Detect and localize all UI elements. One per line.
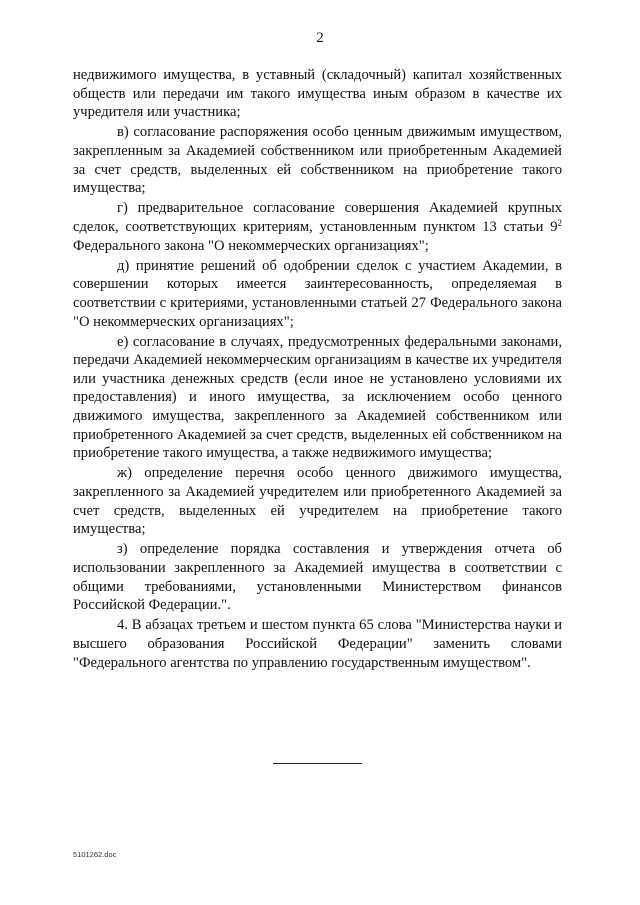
paragraph-item-d xyxy=(73,257,562,331)
paragraph-item-g xyxy=(73,199,562,255)
paragraph-text: недвижимого имущества, в уставный (складочный) капитал хозяйственных обществ или передачи им такого имущества иным образом в качестве их учредителя или участника; xyxy=(73,67,562,121)
paragraph-text: е) согласование в случаях, предусмотренных федеральными законами, передачи Академией некоммерческим организациям в качестве их учредителя или участника денежных средств (если иное не установлено условиями их предоставления) и иного имущества, за исключением особо ценного движимого имущества, закрепленного за Академией собственником или приобретенного Академией за счет средств, выделенных ей собственником на приобретение такого имущества, а также недвижимого имущества; xyxy=(73,333,562,462)
paragraph-item-4 xyxy=(73,616,562,672)
paragraph-text-tail: Федерального закона "О некоммерческих организациях"; xyxy=(73,237,429,254)
page-number: 2 xyxy=(316,30,324,46)
paragraph-item-v xyxy=(73,123,562,197)
document-filename: 5101262.doc xyxy=(73,850,117,859)
superscript: 2 xyxy=(557,217,562,228)
paragraph-text: ж) определение перечня особо ценного движимого имущества, закрепленного за Академией учредителем или приобретенного Академией за счет средств, выделенных ей учредителем на приобретение такого имущества; xyxy=(73,465,562,538)
paragraph-item-z xyxy=(73,540,562,614)
paragraph-item-e xyxy=(73,333,562,463)
paragraph-text: 4. В абзацах третьем и шестом пункта 65 слова "Министерства науки и высшего образования Российской Федерации" заменить словами "Федерального агентства по управлению государственным имуществом". xyxy=(73,617,562,671)
end-divider xyxy=(273,763,362,764)
paragraph-text: з) определение порядка составления и утверждения отчета об использовании закрепленного за Академией имущества в соответствии с общими требованиями, установленными Министерством финансов Российской Федерации.". xyxy=(73,541,562,614)
paragraph-item-zh xyxy=(73,464,562,538)
document-body xyxy=(73,66,562,674)
paragraph-continuation xyxy=(73,66,562,122)
paragraph-text: в) согласование распоряжения особо ценным движимым имуществом, закрепленным за Академией собственником или приобретенным Академией за счет средств, выделенных ей собственником на приобретение такого имущества; xyxy=(73,124,562,197)
paragraph-text: д) принятие решений об одобрении сделок с участием Академии, в совершении которых имеется заинтересованность, определяемая в соответствии с критериями, установленными статьей 27 Федерального закона "О некоммерческих организациях"; xyxy=(73,257,562,330)
paragraph-text: г) предварительное согласование совершения Академией крупных сделок, соответствующих критериям, установленным пунктом 13 статьи 9 xyxy=(73,200,562,235)
